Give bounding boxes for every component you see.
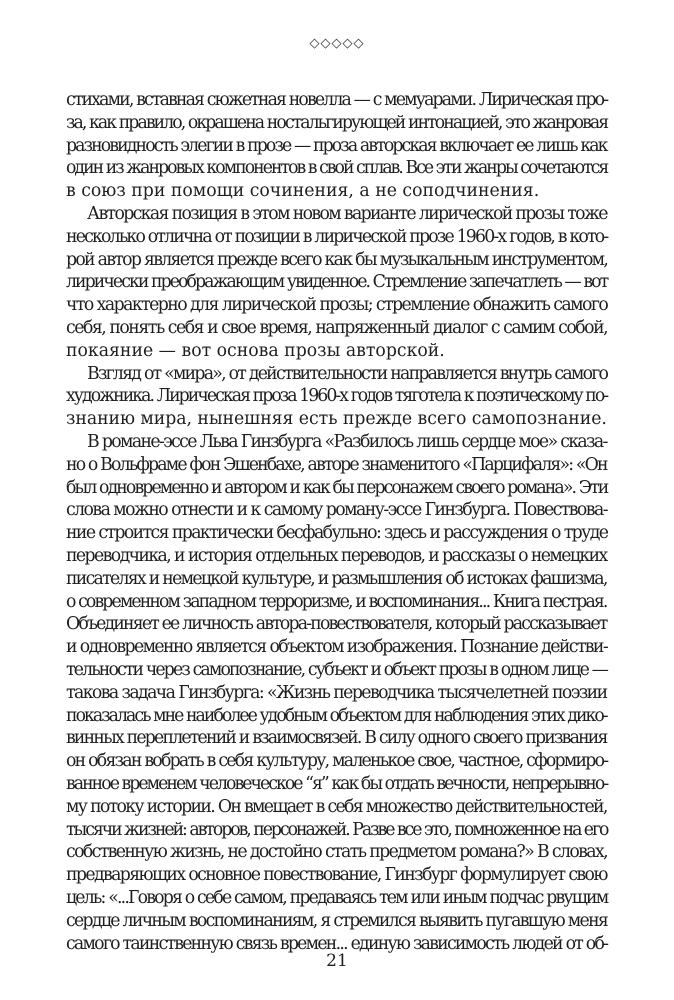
text-line: Объединяет ее личность автора-повествователя, который рассказывает — [66, 614, 607, 635]
text-line: он обязан вобрать в себя культуру, маленькое свое, частное, сформиро- — [66, 751, 608, 772]
text-line: Авторская позиция в этом новом варианте лирической прозы тоже — [87, 204, 607, 224]
text-line: стихами, вставная сюжетная новелла — с мемуарами. Лирическая про- — [66, 90, 608, 110]
page-number: 21 — [326, 951, 348, 971]
text-line: ванное временем человеческое “я” как бы отдать вечности, непрерывно- — [66, 774, 608, 794]
text-line: ние строится практически бесфабульно: здесь и рассуждения о труде — [66, 523, 608, 544]
text-line: винных переплетений и взаимосвязей. В силу одного своего призвания — [66, 728, 607, 749]
text-line: показалась мне наиболее удобным объектом для наблюдения этих дико- — [66, 705, 607, 726]
text-line: цель: «...Говоря о себе самом, предаваясь тем или иным подчас рвущим — [66, 888, 608, 908]
text-line: переводчика, и история отдельных переводов, и рассказы о немецких — [66, 546, 607, 566]
text-line: был одновременно и автором и как бы персонажем своего романа». Эти — [66, 477, 608, 498]
text-line: один из жанровых компонентов в свой сплав. Все эти жанры сочетаются — [66, 158, 608, 179]
text-line: предваряющих основное повествование, Гинзбург формулирует свою — [66, 865, 607, 886]
text-line: Взгляд от «мира», от действительности направляется внутрь самого — [87, 363, 608, 384]
text-line: му потоку истории. Он вмещает в себя множество действительностей, — [66, 796, 607, 817]
text-line: собственную жизнь, не достойно стать предметом романа?» В словах, — [66, 842, 607, 863]
text-line: слова можно отнести и к самому роману-эссе Гинзбурга. Повествова- — [66, 500, 607, 521]
text-line: что характерно для лирической прозы; стремление обнажить самого — [66, 295, 608, 316]
text-line: несколько отлична от позиции в лирической прозе 1960-х годов, в кото- — [66, 226, 608, 247]
text-line: в союз при помощи сочинения, а не соподчинения. — [66, 181, 540, 202]
text-line: но о Вольфраме фон Эшенбахе, авторе знаменитого «Парцифаля»: «Он — [66, 454, 607, 475]
text-line: такова задача Гинзбурга: «Жизнь переводчика тысячелетней поэзии — [66, 682, 607, 703]
text-line: рой автор является прежде всего как бы музыкальным инструментом, — [66, 249, 608, 270]
text-line: за, как правило, окрашена ностальгирующей интонацией, это жанровая — [66, 112, 608, 133]
text-line: тысячи жизней: авторов, персонажей. Разве все это, помноженное на его — [66, 819, 608, 840]
text-line: писателях и немецкой культуре, и размышления об истоках фашизма, — [66, 568, 607, 589]
text-line: и одновременно является объектом изображения. Познание действи- — [66, 637, 608, 658]
text-line: разновидность элегии в прозе — проза авторская включает ее лишь как — [66, 135, 607, 156]
text-line: покаяние — вот основа прозы авторской. — [66, 340, 445, 361]
text-line: сердце личным воспоминаниям, я стремился выявить пугавшую меня — [66, 910, 608, 931]
text-line: о современном западном терроризме, и воспоминания... Книга пестрая. — [66, 591, 607, 612]
text-line: знанию мира, нынешняя есть прежде всего самопознание. — [66, 409, 607, 430]
text-line: самого таинственную связь времен... единую зависимость людей от об- — [66, 933, 608, 954]
text-line: художника. Лирическая проза 1960-х годов тяготела к поэтическому по- — [66, 386, 608, 407]
text-line: лирически преображающим увиденное. Стремление запечатлеть — вот — [66, 272, 608, 293]
text-line: себя, понять себя и свое время, напряженный диалог с самим собой, — [66, 318, 608, 338]
header-ornament: ◇◇◇◇◇ — [309, 36, 365, 51]
text-line: тельности через самопознание, субъект и объект прозы в одном лице — — [66, 660, 608, 680]
text-line: В романе-эссе Льва Гинзбурга «Разбилось лишь сердце мое» сказа- — [87, 432, 607, 452]
